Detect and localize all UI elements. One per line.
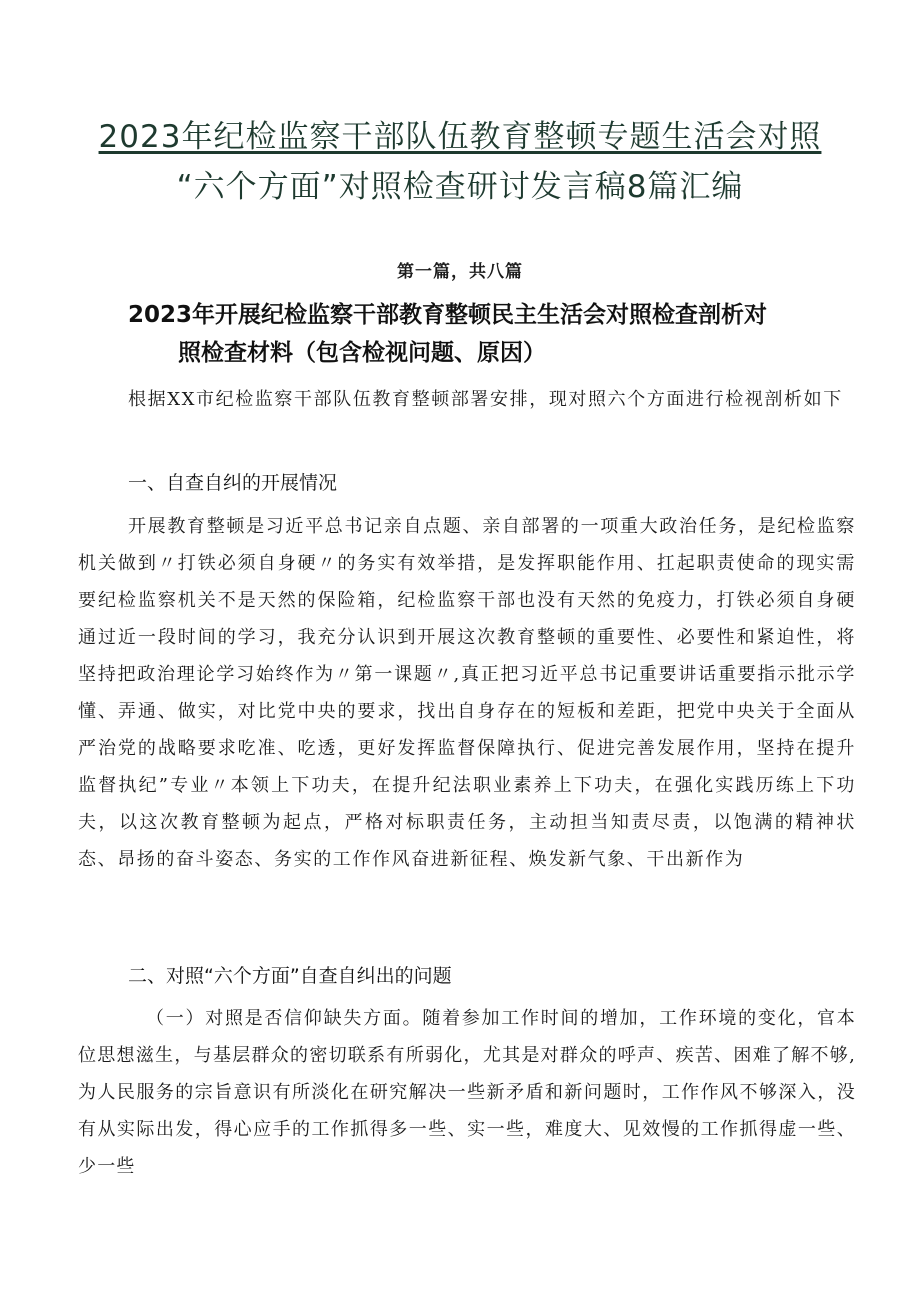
article-title-line-1: 2023年开展纪检监察干部教育整顿民主生活会对照检查剖析对 <box>128 302 768 328</box>
paragraph-2: （一）对照是否信仰缺失方面。随着参加工作时间的增加，工作环境的变化，官本位思想滋生，与基层群众的密切联系有所弱化，尤其是对群众的呼声、疾苦、困难了解不够,为人民服务的宗旨意识有所淡化在研究解决一些新矛盾和新问题时，工作作风不够深入，没有从实际出发，得心应手的工作抓得多一些、实一些，难度大、见效慢的工作抓得虚一些、少一些 <box>78 1008 856 1177</box>
section-count: 第一篇，共八篇 <box>397 262 523 282</box>
document-title-line-1: 2023年纪检监察干部队伍教育整顿专题生活会对照 <box>98 119 822 155</box>
intro-paragraph: 根据XX市纪检监察干部队伍教育整顿部署安排，现对照六个方面进行检视剖析如下 <box>128 389 843 410</box>
article-title-line-2: 照检查材料（包含检视问题、原因） <box>178 340 546 366</box>
document-title-line-2: “六个方面”对照检查研讨发言稿8篇汇编 <box>176 169 744 205</box>
document-title <box>60 112 860 212</box>
article-title <box>128 296 868 372</box>
section-heading-1: 一、自查自纠的开展情况 <box>128 472 338 494</box>
paragraph-1: 开展教育整顿是习近平总书记亲自点题、亲自部署的一项重大政治任务，是纪检监察机关做到〃打铁必须自身硬〃的务实有效举措，是发挥职能作用、扛起职责使命的现实需要纪检监察机关不是天然的保险箱，纪检监察干部也没有天然的免疫力，打铁必须自身硬通过近一段时间的学习，我充分认识到开展这次教育整顿的重要性、必要性和紧迫性，将坚持把政治理论学习始终作为〃第一课题〃,真正把习近平总书记重要讲话重要指示批示学懂、弄通、做实，对比党中央的要求，找出自身存在的短板和差距，把党中央关于全面从严治党的战略要求吃准、吃透，更好发挥监督保障执行、促进完善发展作用，坚持在提升监督执纪”专业〃本领上下功夫，在提升纪法职业素养上下功夫，在强化实践历练上下功夫，以这次教育整顿为起点，严格对标职责任务，主动担当知责尽责，以饱满的精神状态、昂扬的奋斗姿态、务实的工作作风奋进新征程、焕发新气象、干出新作为 <box>78 516 856 870</box>
section-heading-2: 二、对照“六个方面”自查自纠出的问题 <box>128 965 452 987</box>
